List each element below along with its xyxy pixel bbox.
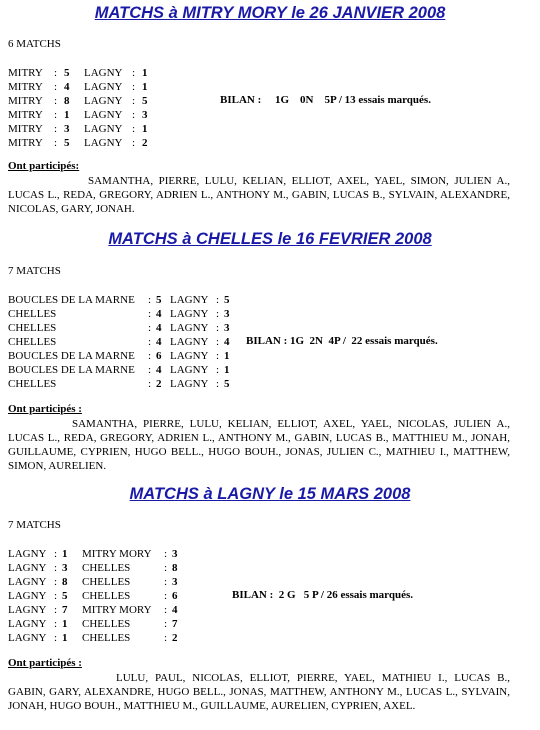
score-row: MITRY : 3 LAGNY : 1 [8,123,148,135]
team2: CHELLES [82,562,131,574]
score1: 4 [156,336,162,348]
team1: MITRY [8,95,43,107]
team2: LAGNY [170,294,209,306]
score2: 3 [142,109,148,121]
score2: 3 [224,308,230,320]
participants-list: SAMANTHA, PIERRE, LULU, KELIAN, ELLIOT, AXEL, YAEL, NICOLAS, JULIEN A., LUCAS L., REDA, GREGORY, ADRIEN L., ANTHONY M., GABIN, LUCAS B., MATTHIEU M., JONAH, GUILLAUME, CYPRIEN, HUGO BELL., HUGO BOUH., JONAS, JULIEN C., MATHIEU I., MATTHEW, SIMON, AURELIEN. [8,418,510,472]
team1: LAGNY [8,590,47,602]
team2: LAGNY [170,336,209,348]
score-row: CHELLES : 4 LAGNY : 3 [8,308,230,320]
team1: CHELLES [8,308,57,320]
score-row: MITRY : 4 LAGNY : 1 [8,81,148,93]
match-count: 7 MATCHS [8,265,61,277]
score-list [8,293,230,391]
score1: 8 [64,95,70,107]
score-row: LAGNY : 1 CHELLES : 7 [8,618,178,630]
score2: 1 [224,350,230,362]
participants-label: Ont participés : [8,403,82,415]
score-row: LAGNY : 3 CHELLES : 8 [8,562,178,574]
score-row: LAGNY : 1 CHELLES : 2 [8,632,178,644]
team2: LAGNY [170,308,209,320]
score-row: LAGNY : 8 CHELLES : 3 [8,576,178,588]
team2: LAGNY [170,322,209,334]
team1: LAGNY [8,562,47,574]
team1: BOUCLES DE LA MARNE [8,350,135,362]
score-row: BOUCLES DE LA MARNE : 4 LAGNY : 1 [8,364,230,376]
score-row: BOUCLES DE LA MARNE : 6 LAGNY : 1 [8,350,230,362]
team1: MITRY [8,109,43,121]
score-row: LAGNY : 1 MITRY MORY : 3 [8,548,178,560]
bilan-summary: BILAN : 1G 2N 4P / 22 essais marqués. [246,335,438,347]
participants-label: Ont participés : [8,657,82,669]
score-row: MITRY : 5 LAGNY : 1 [8,67,148,79]
score2: 8 [172,562,178,574]
score2: 5 [224,294,230,306]
score2: 3 [172,576,178,588]
participants-label: Ont participés: [8,160,80,172]
score1: 3 [62,562,68,574]
team2: CHELLES [82,618,131,630]
score-row: MITRY : 8 LAGNY : 5 [8,95,148,107]
score-row: CHELLES : 4 LAGNY : 4 [8,336,230,348]
score1: 1 [64,109,70,121]
bilan-summary: BILAN : 2 G 5 P / 26 essais marqués. [232,589,414,601]
team2: LAGNY [84,123,123,135]
team2: CHELLES [82,576,131,588]
bilan-summary: BILAN : 1G 0N 5P / 13 essais marqués. [220,94,431,106]
team2: LAGNY [170,350,209,362]
score-row: LAGNY : 7 MITRY MORY : 4 [8,604,178,616]
team2: LAGNY [84,67,123,79]
team1: LAGNY [8,576,47,588]
score2: 5 [224,378,230,390]
score1: 5 [156,294,162,306]
score1: 3 [64,123,70,135]
score2: 5 [142,95,148,107]
team2: MITRY MORY [82,604,152,616]
score2: 3 [224,322,230,334]
team2: LAGNY [84,95,123,107]
team1: BOUCLES DE LA MARNE [8,364,135,376]
section-title: MATCHS à LAGNY le 15 MARS 2008 [129,485,411,503]
team2: CHELLES [82,632,131,644]
score2: 4 [224,336,230,348]
score1: 5 [64,137,70,149]
score2: 1 [224,364,230,376]
score1: 4 [156,364,162,376]
score2: 1 [142,67,148,79]
score2: 1 [142,81,148,93]
score-row: CHELLES : 4 LAGNY : 3 [8,322,230,334]
score2: 4 [172,604,178,616]
score-row: LAGNY : 5 CHELLES : 6 [8,590,178,602]
score2: 7 [172,618,178,630]
team1: LAGNY [8,604,47,616]
section-title: MATCHS à MITRY MORY le 26 JANVIER 2008 [94,4,446,22]
team1: CHELLES [8,322,57,334]
team1: CHELLES [8,336,57,348]
match-count: 7 MATCHS [8,519,61,531]
score1: 7 [62,604,68,616]
score1: 6 [156,350,162,362]
score-list [8,66,148,150]
score1: 5 [64,67,70,79]
score-row: MITRY : 1 LAGNY : 3 [8,109,148,121]
match-count: 6 MATCHS [8,38,61,50]
team2: CHELLES [82,590,131,602]
score2: 6 [172,590,178,602]
team1: BOUCLES DE LA MARNE [8,294,135,306]
score-list [8,547,178,645]
team1: MITRY [8,81,43,93]
score1: 4 [156,308,162,320]
team1: MITRY [8,67,43,79]
score1: 1 [62,618,68,630]
score1: 5 [62,590,68,602]
score2: 1 [142,123,148,135]
score1: 1 [62,632,68,644]
participants-list: LULU, PAUL, NICOLAS, ELLIOT, PIERRE, YAEL, MATHIEU I., LUCAS B., GABIN, GARY, ALEXANDRE, HUGO BELL., JONAS, MATTHEW, ANTHONY M., LUCAS L., SYLVAIN, JONAH, HUGO BOUH., MATTHIEU M., GUILLAUME, AURELIEN, CYPRIEN, AXEL. [8,672,510,712]
score1: 8 [62,576,68,588]
team1: MITRY [8,137,43,149]
score-row: CHELLES : 2 LAGNY : 5 [8,378,230,390]
score1: 4 [64,81,70,93]
team2: LAGNY [84,137,123,149]
team1: CHELLES [8,378,57,390]
participants-list: SAMANTHA, PIERRE, LULU, KELIAN, ELLIOT, AXEL, YAEL, SIMON, JULIEN A., LUCAS L., REDA, GREGORY, ADRIEN L., ANTHONY M., GABIN, LUCAS B., SYLVAIN, ALEXANDRE, NICOLAS, GARY, JONAH. [8,175,510,215]
score1: 1 [62,548,68,560]
team1: LAGNY [8,618,47,630]
score1: 2 [156,378,162,390]
team1: MITRY [8,123,43,135]
score2: 3 [172,548,178,560]
team2: LAGNY [84,109,123,121]
team1: LAGNY [8,632,47,644]
team1: LAGNY [8,548,47,560]
team2: LAGNY [170,378,209,390]
score1: 4 [156,322,162,334]
team2: LAGNY [170,364,209,376]
team2: MITRY MORY [82,548,152,560]
score2: 2 [172,632,178,644]
section-title: MATCHS à CHELLES le 16 FEVRIER 2008 [108,230,432,248]
score-row: MITRY : 5 LAGNY : 2 [8,137,148,149]
score2: 2 [142,137,148,149]
team2: LAGNY [84,81,123,93]
score-row: BOUCLES DE LA MARNE : 5 LAGNY : 5 [8,294,230,306]
